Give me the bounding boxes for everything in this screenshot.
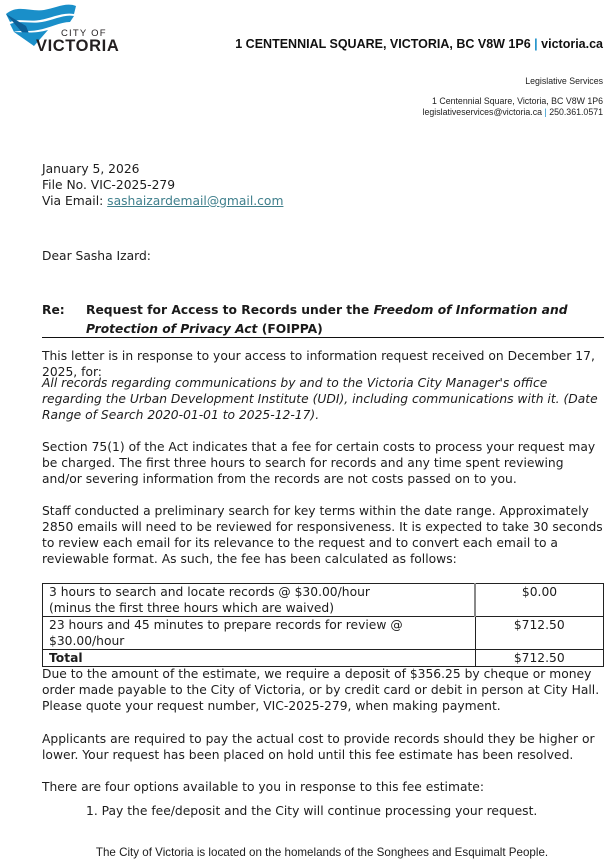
department-contact: [423, 96, 603, 118]
fee-amount: $0.00: [475, 584, 604, 617]
actual-cost-paragraph: Applicants are required to pay the actual cost to provide records should they be higher or lower. Your request has been placed on hold until this fee estimate has been resolved.: [42, 732, 595, 762]
fee-description: [43, 584, 476, 617]
salutation: Dear Sasha Izard:: [42, 249, 151, 263]
section-75-paragraph: Section 75(1) of the Act indicates that a fee for certain costs to process your request may be charged. The first three hours to search for records and any time spent reviewing and/or severing information from the records are not costs passed on to you.: [42, 440, 596, 486]
letter-meta: [42, 161, 283, 209]
option-list-item: 1. Pay the fee/deposit and the City will continue processing your request.: [86, 804, 538, 818]
city-hall-address: 1 CENTENNIAL SQUARE, VICTORIA, BC V8W 1P6: [235, 37, 531, 51]
department-address: 1 Centennial Square, Victoria, BC V8W 1P6: [432, 96, 603, 106]
city-of-victoria-logo: [4, 2, 128, 54]
file-number: File No. VIC-2025-279: [42, 178, 176, 192]
fee-description: 23 hours and 45 minutes to prepare records for review @ $30.00/hour: [43, 617, 476, 650]
intro-paragraph: This letter is in response to your access to information request received on December 17, 2025, for:: [42, 349, 595, 379]
separator: |: [544, 107, 547, 117]
total-amount: $712.50: [475, 650, 604, 667]
fee-description-line: 3 hours to search and locate records @ $30.00/hour: [49, 585, 370, 599]
subject-label: Re:: [42, 303, 65, 317]
table-total-row: [43, 650, 604, 667]
total-label: Total: [43, 650, 476, 667]
department-name: Legislative Services: [525, 76, 603, 86]
land-acknowledgement-footer: The City of Victoria is located on the homelands of the Songhees and Esquimalt People.: [95, 846, 549, 859]
logo-line-city-of: CITY OF: [61, 28, 107, 39]
subject-text: [86, 301, 604, 339]
table-row: [43, 617, 604, 650]
via-email-label: Via Email:: [42, 194, 108, 208]
search-paragraph: Staff conducted a preliminary search for key terms within the date range. Approximately 2850 emails will need to be reviewed for responsiveness. It is expected to take 30 seconds to review each email for its relevance to the request and to convert each email to a reviewable format. As such, the fee has been calculated as follows:: [42, 504, 603, 566]
separator: |: [534, 37, 538, 51]
letter-date: January 5, 2026: [42, 162, 140, 176]
fee-amount: $712.50: [475, 617, 604, 650]
fee-table: [42, 583, 604, 667]
deposit-paragraph: Due to the amount of the estimate, we require a deposit of $356.25 by cheque or money order made payable to the City of Victoria, or by credit card or debit in person at City Hall. Please quote your request number, VIC-2025-279, when making payment.: [42, 667, 600, 713]
department-email[interactable]: legislativeservices@victoria.ca: [422, 107, 542, 117]
via-email-line: [42, 193, 283, 209]
city-hall-address-line: [235, 37, 603, 51]
subject-text-prefix: Request for Access to Records under the: [86, 303, 374, 317]
fee-description-note: (minus the first three hours which are waived): [49, 601, 335, 615]
options-intro-paragraph: There are four options available to you in response to this fee estimate:: [42, 780, 485, 794]
recipient-email-link[interactable]: sashaizardemail@gmail.com: [107, 194, 284, 208]
website-link[interactable]: victoria.ca: [541, 37, 603, 51]
department-phone: 250.361.0571: [549, 107, 603, 117]
subject-text-suffix: (FOIPPA): [257, 322, 323, 336]
table-row: [43, 584, 604, 617]
act-name: Freedom of Information and Protection of Privacy Act: [86, 303, 568, 336]
department-contact-line: [423, 107, 603, 118]
logo-line-victoria: VICTORIA: [36, 37, 120, 55]
subject-divider: [42, 337, 604, 338]
request-text-paragraph: All records regarding communications by and to the Victoria City Manager's office regarding the Urban Development Institute (UDI), including communications with it. (Date Range of Search 2020-01-01 to 2025-12-17).: [42, 376, 598, 422]
